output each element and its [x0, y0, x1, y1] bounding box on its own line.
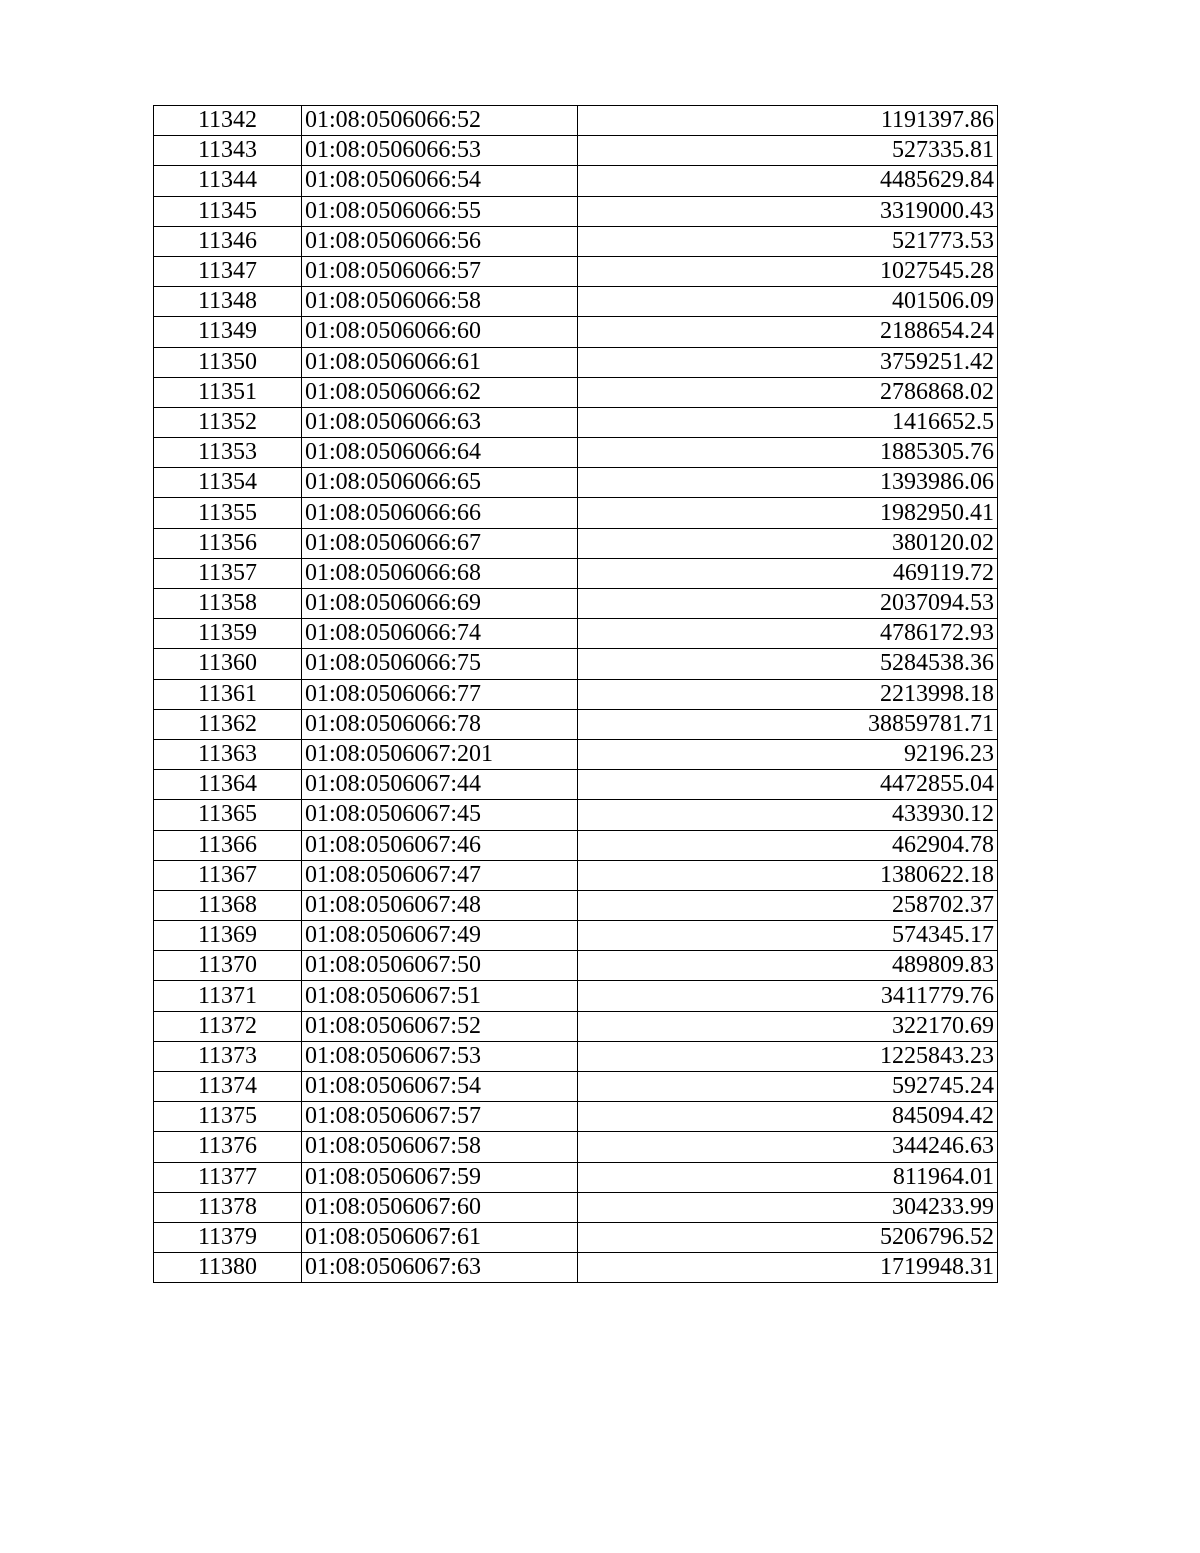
amount-cell: 3319000.43 — [578, 196, 998, 226]
table-row — [154, 1041, 998, 1071]
table-row — [154, 1132, 998, 1162]
table-row — [154, 226, 998, 256]
cadastral-code-cell: 01:08:0506066:60 — [302, 317, 578, 347]
table-row — [154, 1011, 998, 1041]
table-body — [154, 106, 998, 1283]
row-id-cell: 11353 — [154, 438, 302, 468]
table-row — [154, 1102, 998, 1132]
cadastral-code-cell: 01:08:0506066:65 — [302, 468, 578, 498]
amount-cell: 92196.23 — [578, 739, 998, 769]
cadastral-code-cell: 01:08:0506067:59 — [302, 1162, 578, 1192]
row-id-cell: 11373 — [154, 1041, 302, 1071]
row-id-cell: 11351 — [154, 377, 302, 407]
amount-cell: 4786172.93 — [578, 619, 998, 649]
amount-cell: 811964.01 — [578, 1162, 998, 1192]
amount-cell: 2037094.53 — [578, 589, 998, 619]
row-id-cell: 11347 — [154, 256, 302, 286]
table-row — [154, 830, 998, 860]
table-row — [154, 558, 998, 588]
amount-cell: 521773.53 — [578, 226, 998, 256]
row-id-cell: 11375 — [154, 1102, 302, 1132]
cadastral-code-cell: 01:08:0506066:64 — [302, 438, 578, 468]
table-row — [154, 407, 998, 437]
table-row — [154, 256, 998, 286]
amount-cell: 38859781.71 — [578, 709, 998, 739]
row-id-cell: 11344 — [154, 166, 302, 196]
amount-cell: 592745.24 — [578, 1072, 998, 1102]
amount-cell: 1191397.86 — [578, 106, 998, 136]
cadastral-code-cell: 01:08:0506066:66 — [302, 498, 578, 528]
row-id-cell: 11346 — [154, 226, 302, 256]
table-row — [154, 709, 998, 739]
amount-cell: 574345.17 — [578, 921, 998, 951]
cadastral-code-cell: 01:08:0506067:63 — [302, 1253, 578, 1283]
row-id-cell: 11361 — [154, 679, 302, 709]
row-id-cell: 11350 — [154, 347, 302, 377]
table-row — [154, 1072, 998, 1102]
amount-cell: 1027545.28 — [578, 256, 998, 286]
cadastral-code-cell: 01:08:0506066:63 — [302, 407, 578, 437]
amount-cell: 304233.99 — [578, 1192, 998, 1222]
table-row — [154, 196, 998, 226]
cadastral-code-cell: 01:08:0506066:57 — [302, 256, 578, 286]
amount-cell: 1225843.23 — [578, 1041, 998, 1071]
row-id-cell: 11355 — [154, 498, 302, 528]
table-row — [154, 166, 998, 196]
table-row — [154, 1253, 998, 1283]
table-row — [154, 800, 998, 830]
amount-cell: 2188654.24 — [578, 317, 998, 347]
row-id-cell: 11362 — [154, 709, 302, 739]
table-row — [154, 377, 998, 407]
row-id-cell: 11348 — [154, 287, 302, 317]
cadastral-code-cell: 01:08:0506067:52 — [302, 1011, 578, 1041]
table-row — [154, 860, 998, 890]
row-id-cell: 11345 — [154, 196, 302, 226]
amount-cell: 469119.72 — [578, 558, 998, 588]
cadastral-code-cell: 01:08:0506067:51 — [302, 981, 578, 1011]
cadastral-code-cell: 01:08:0506067:49 — [302, 921, 578, 951]
cadastral-code-cell: 01:08:0506066:58 — [302, 287, 578, 317]
table-row — [154, 921, 998, 951]
table-row — [154, 287, 998, 317]
row-id-cell: 11376 — [154, 1132, 302, 1162]
amount-cell: 1885305.76 — [578, 438, 998, 468]
amount-cell: 401506.09 — [578, 287, 998, 317]
row-id-cell: 11354 — [154, 468, 302, 498]
row-id-cell: 11357 — [154, 558, 302, 588]
cadastral-code-cell: 01:08:0506066:53 — [302, 136, 578, 166]
amount-cell: 322170.69 — [578, 1011, 998, 1041]
row-id-cell: 11380 — [154, 1253, 302, 1283]
cadastral-code-cell: 01:08:0506067:46 — [302, 830, 578, 860]
amount-cell: 1982950.41 — [578, 498, 998, 528]
cadastral-code-cell: 01:08:0506066:52 — [302, 106, 578, 136]
cadastral-code-cell: 01:08:0506067:47 — [302, 860, 578, 890]
row-id-cell: 11365 — [154, 800, 302, 830]
row-id-cell: 11369 — [154, 921, 302, 951]
row-id-cell: 11372 — [154, 1011, 302, 1041]
cadastral-code-cell: 01:08:0506066:54 — [302, 166, 578, 196]
table-row — [154, 589, 998, 619]
row-id-cell: 11356 — [154, 528, 302, 558]
amount-cell: 4472855.04 — [578, 770, 998, 800]
amount-cell: 433930.12 — [578, 800, 998, 830]
table-row — [154, 498, 998, 528]
amount-cell: 845094.42 — [578, 1102, 998, 1132]
row-id-cell: 11367 — [154, 860, 302, 890]
amount-cell: 527335.81 — [578, 136, 998, 166]
table-row — [154, 1192, 998, 1222]
cadastral-code-cell: 01:08:0506066:56 — [302, 226, 578, 256]
row-id-cell: 11366 — [154, 830, 302, 860]
amount-cell: 5206796.52 — [578, 1222, 998, 1252]
row-id-cell: 11349 — [154, 317, 302, 347]
table-row — [154, 1162, 998, 1192]
table-row — [154, 1222, 998, 1252]
amount-cell: 462904.78 — [578, 830, 998, 860]
cadastral-code-cell: 01:08:0506067:57 — [302, 1102, 578, 1132]
table-row — [154, 981, 998, 1011]
cadastral-code-cell: 01:08:0506067:53 — [302, 1041, 578, 1071]
row-id-cell: 11352 — [154, 407, 302, 437]
table-row — [154, 106, 998, 136]
cadastral-code-cell: 01:08:0506067:45 — [302, 800, 578, 830]
table-row — [154, 739, 998, 769]
table-row — [154, 649, 998, 679]
row-id-cell: 11364 — [154, 770, 302, 800]
row-id-cell: 11360 — [154, 649, 302, 679]
cadastral-code-cell: 01:08:0506067:58 — [302, 1132, 578, 1162]
table-row — [154, 770, 998, 800]
table-row — [154, 890, 998, 920]
cadastral-code-cell: 01:08:0506066:75 — [302, 649, 578, 679]
cadastral-code-cell: 01:08:0506066:78 — [302, 709, 578, 739]
amount-cell: 2213998.18 — [578, 679, 998, 709]
amount-cell: 4485629.84 — [578, 166, 998, 196]
cadastral-code-cell: 01:08:0506066:74 — [302, 619, 578, 649]
table-row — [154, 528, 998, 558]
row-id-cell: 11359 — [154, 619, 302, 649]
amount-cell: 380120.02 — [578, 528, 998, 558]
cadastral-code-cell: 01:08:0506067:60 — [302, 1192, 578, 1222]
table-row — [154, 468, 998, 498]
row-id-cell: 11378 — [154, 1192, 302, 1222]
row-id-cell: 11368 — [154, 890, 302, 920]
cadastral-code-cell: 01:08:0506067:44 — [302, 770, 578, 800]
amount-cell: 2786868.02 — [578, 377, 998, 407]
amount-cell: 258702.37 — [578, 890, 998, 920]
cadastral-code-cell: 01:08:0506067:201 — [302, 739, 578, 769]
table-row — [154, 679, 998, 709]
cadastral-code-cell: 01:08:0506067:48 — [302, 890, 578, 920]
row-id-cell: 11377 — [154, 1162, 302, 1192]
cadastral-code-cell: 01:08:0506066:61 — [302, 347, 578, 377]
amount-cell: 1719948.31 — [578, 1253, 998, 1283]
cadastral-code-cell: 01:08:0506066:69 — [302, 589, 578, 619]
amount-cell: 1393986.06 — [578, 468, 998, 498]
amount-cell: 1416652.5 — [578, 407, 998, 437]
cadastral-code-cell: 01:08:0506066:77 — [302, 679, 578, 709]
row-id-cell: 11370 — [154, 951, 302, 981]
row-id-cell: 11358 — [154, 589, 302, 619]
cadastral-code-cell: 01:08:0506066:67 — [302, 528, 578, 558]
table-row — [154, 438, 998, 468]
row-id-cell: 11379 — [154, 1222, 302, 1252]
table-row — [154, 951, 998, 981]
amount-cell: 489809.83 — [578, 951, 998, 981]
cadastral-code-cell: 01:08:0506066:55 — [302, 196, 578, 226]
table-row — [154, 619, 998, 649]
row-id-cell: 11363 — [154, 739, 302, 769]
amount-cell: 1380622.18 — [578, 860, 998, 890]
cadastral-code-cell: 01:08:0506066:62 — [302, 377, 578, 407]
cadastral-code-cell: 01:08:0506066:68 — [302, 558, 578, 588]
cadastral-code-cell: 01:08:0506067:50 — [302, 951, 578, 981]
table-row — [154, 347, 998, 377]
amount-cell: 344246.63 — [578, 1132, 998, 1162]
table-row — [154, 317, 998, 347]
row-id-cell: 11343 — [154, 136, 302, 166]
data-table — [153, 105, 998, 1283]
amount-cell: 5284538.36 — [578, 649, 998, 679]
row-id-cell: 11374 — [154, 1072, 302, 1102]
amount-cell: 3411779.76 — [578, 981, 998, 1011]
table-row — [154, 136, 998, 166]
cadastral-code-cell: 01:08:0506067:61 — [302, 1222, 578, 1252]
row-id-cell: 11342 — [154, 106, 302, 136]
row-id-cell: 11371 — [154, 981, 302, 1011]
cadastral-code-cell: 01:08:0506067:54 — [302, 1072, 578, 1102]
amount-cell: 3759251.42 — [578, 347, 998, 377]
